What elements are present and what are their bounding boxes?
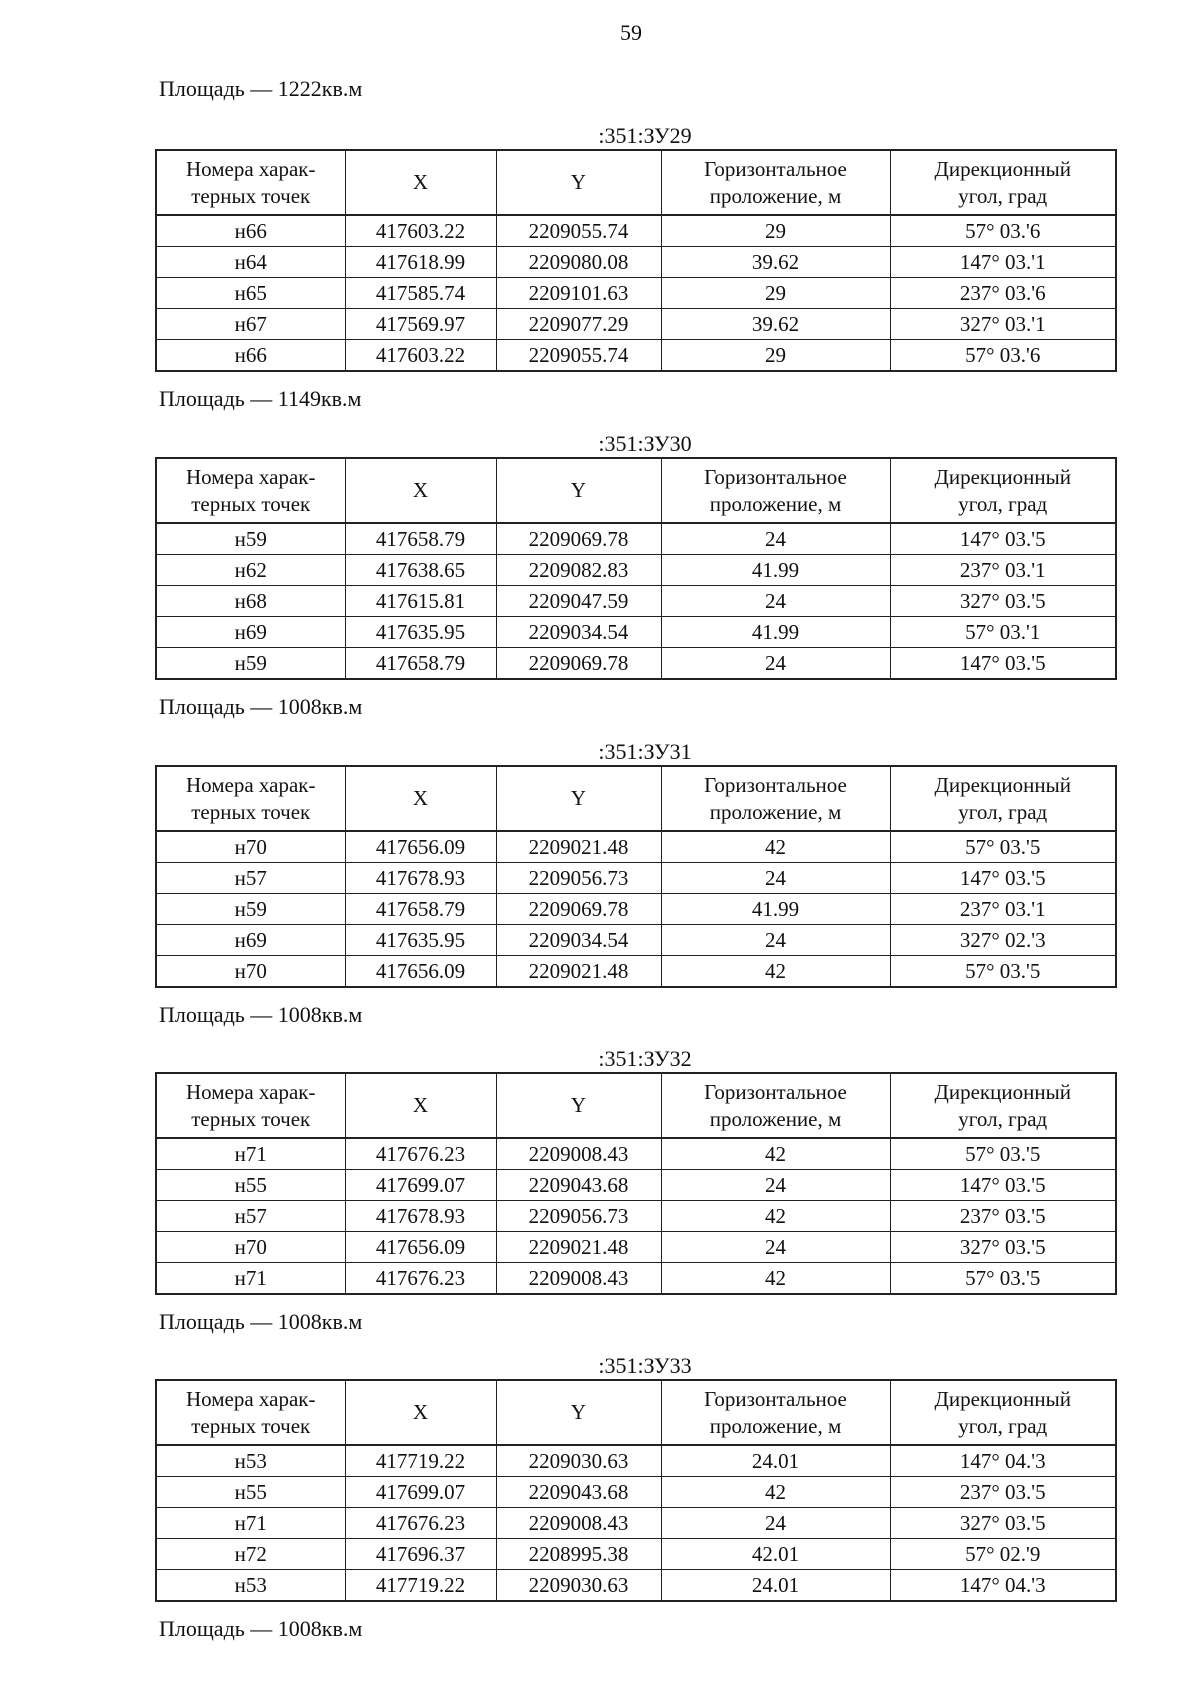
table-cell: 42 [661, 1263, 890, 1295]
table-row [156, 925, 1116, 956]
table-cell: 327° 03.'1 [890, 309, 1116, 340]
column-header: Y [496, 1073, 661, 1138]
column-header: Номера харак- терных точек [156, 1073, 345, 1138]
table-cell: 2209034.54 [496, 925, 661, 956]
table-cell: 417719.22 [345, 1570, 496, 1602]
column-header: Y [496, 1380, 661, 1445]
table-cell: 57° 02.'9 [890, 1539, 1116, 1570]
table-header-row [156, 766, 1116, 831]
table-cell: 57° 03.'6 [890, 215, 1116, 247]
table-cell: 42 [661, 956, 890, 988]
table-cell: 237° 03.'5 [890, 1201, 1116, 1232]
coordinates-table [155, 457, 1117, 680]
coordinates-table [155, 1379, 1117, 1602]
table-cell: 417618.99 [345, 247, 496, 278]
table-cell: 24 [661, 648, 890, 680]
table-row [156, 215, 1116, 247]
table-cell: н67 [156, 309, 345, 340]
table-header-row [156, 1073, 1116, 1138]
table-cell: 39.62 [661, 309, 890, 340]
table-cell: н71 [156, 1138, 345, 1170]
table-cell: 237° 03.'5 [890, 1477, 1116, 1508]
table-cell: н69 [156, 925, 345, 956]
table-row [156, 523, 1116, 555]
table-cell: 2209008.43 [496, 1263, 661, 1295]
table-row [156, 617, 1116, 648]
table-cell: 417699.07 [345, 1170, 496, 1201]
table-cell: н72 [156, 1539, 345, 1570]
table-cell: 417656.09 [345, 956, 496, 988]
table-row [156, 278, 1116, 309]
section-title: :351:ЗУ33 [598, 1353, 692, 1378]
table-row [156, 1508, 1116, 1539]
table-row [156, 1477, 1116, 1508]
table-cell: 417719.22 [345, 1445, 496, 1477]
table-cell: 2209056.73 [496, 1201, 661, 1232]
table-cell: н59 [156, 523, 345, 555]
table-cell: н57 [156, 1201, 345, 1232]
table-cell: 417676.23 [345, 1138, 496, 1170]
coordinates-table [155, 765, 1117, 988]
column-header: Горизонтальное проложение, м [661, 1380, 890, 1445]
column-header: Y [496, 150, 661, 215]
table-cell: 2209021.48 [496, 1232, 661, 1263]
table-cell: 57° 03.'6 [890, 340, 1116, 372]
table-cell: 417676.23 [345, 1508, 496, 1539]
table-cell: 2209101.63 [496, 278, 661, 309]
table-row [156, 309, 1116, 340]
table-cell: 417699.07 [345, 1477, 496, 1508]
column-header: Y [496, 766, 661, 831]
table-row [156, 247, 1116, 278]
table-cell: 24 [661, 1508, 890, 1539]
column-header: Y [496, 458, 661, 523]
column-header: Номера харак- терных точек [156, 458, 345, 523]
table-cell: 2209069.78 [496, 648, 661, 680]
column-header: Дирекционный угол, град [890, 458, 1116, 523]
table-cell: н53 [156, 1570, 345, 1602]
section-title: :351:ЗУ29 [598, 123, 692, 148]
table-cell: 39.62 [661, 247, 890, 278]
table-row [156, 1263, 1116, 1295]
table-cell: 417635.95 [345, 617, 496, 648]
table-cell: 327° 03.'5 [890, 586, 1116, 617]
section-title: :351:ЗУ30 [598, 431, 692, 456]
section-5 [155, 1353, 1115, 1602]
table-cell: 2209069.78 [496, 523, 661, 555]
section-4 [155, 1046, 1115, 1295]
table-cell: н70 [156, 831, 345, 863]
table-cell: 417656.09 [345, 831, 496, 863]
table-cell: 327° 02.'3 [890, 925, 1116, 956]
table-cell: 41.99 [661, 617, 890, 648]
page-number: 59 [620, 20, 642, 45]
table-cell: 57° 03.'5 [890, 1138, 1116, 1170]
table-cell: 2209030.63 [496, 1445, 661, 1477]
table-cell: 24.01 [661, 1445, 890, 1477]
table-cell: 42 [661, 1201, 890, 1232]
column-header: X [345, 458, 496, 523]
table-cell: 327° 03.'5 [890, 1508, 1116, 1539]
table-cell: 417638.65 [345, 555, 496, 586]
table-row [156, 1232, 1116, 1263]
table-cell: н59 [156, 894, 345, 925]
table-cell: 2209069.78 [496, 894, 661, 925]
table-row [156, 340, 1116, 372]
area-line: Площадь — 1008кв.м [159, 1616, 363, 1641]
table-cell: 24.01 [661, 1570, 890, 1602]
table-cell: 57° 03.'5 [890, 1263, 1116, 1295]
table-cell: 29 [661, 215, 890, 247]
table-cell: 417656.09 [345, 1232, 496, 1263]
table-cell: 147° 04.'3 [890, 1570, 1116, 1602]
table-cell: н53 [156, 1445, 345, 1477]
table-cell: н71 [156, 1263, 345, 1295]
table-cell: 417696.37 [345, 1539, 496, 1570]
column-header: Дирекционный угол, град [890, 150, 1116, 215]
table-cell: 2209030.63 [496, 1570, 661, 1602]
table-cell: 29 [661, 340, 890, 372]
table-cell: 417658.79 [345, 648, 496, 680]
table-row [156, 555, 1116, 586]
table-cell: 2209008.43 [496, 1508, 661, 1539]
table-cell: 417603.22 [345, 215, 496, 247]
section-3 [155, 739, 1115, 988]
column-header: Номера харак- терных точек [156, 150, 345, 215]
table-cell: 2209047.59 [496, 586, 661, 617]
table-cell: 24 [661, 1170, 890, 1201]
area-line: Площадь — 1008кв.м [159, 694, 363, 719]
table-cell: н70 [156, 956, 345, 988]
table-cell: 147° 03.'5 [890, 863, 1116, 894]
table-cell: 417569.97 [345, 309, 496, 340]
table-cell: н66 [156, 340, 345, 372]
table-row [156, 1539, 1116, 1570]
table-row [156, 894, 1116, 925]
table-cell: 147° 03.'1 [890, 247, 1116, 278]
section-2 [155, 431, 1115, 680]
column-header: Номера харак- терных точек [156, 1380, 345, 1445]
table-cell: н62 [156, 555, 345, 586]
table-cell: 57° 03.'5 [890, 956, 1116, 988]
table-cell: 29 [661, 278, 890, 309]
area-line: Площадь — 1149кв.м [159, 386, 362, 411]
table-cell: 57° 03.'1 [890, 617, 1116, 648]
table-cell: 24 [661, 863, 890, 894]
table-cell: 417615.81 [345, 586, 496, 617]
table-cell: 41.99 [661, 894, 890, 925]
area-line-previous: Площадь — 1222кв.м [159, 76, 363, 101]
column-header: X [345, 1380, 496, 1445]
table-cell: 2209080.08 [496, 247, 661, 278]
table-cell: 147° 03.'5 [890, 1170, 1116, 1201]
table-cell: 2209055.74 [496, 340, 661, 372]
column-header: X [345, 766, 496, 831]
table-cell: 41.99 [661, 555, 890, 586]
table-cell: 417678.93 [345, 1201, 496, 1232]
table-cell: 237° 03.'1 [890, 555, 1116, 586]
table-row [156, 1570, 1116, 1602]
table-row [156, 1170, 1116, 1201]
table-cell: н57 [156, 863, 345, 894]
table-cell: н71 [156, 1508, 345, 1539]
coordinates-table [155, 1072, 1117, 1295]
table-cell: н55 [156, 1477, 345, 1508]
table-cell: 2209021.48 [496, 831, 661, 863]
column-header: Горизонтальное проложение, м [661, 766, 890, 831]
table-cell: 2209008.43 [496, 1138, 661, 1170]
table-header-row [156, 150, 1116, 215]
table-cell: 417585.74 [345, 278, 496, 309]
table-cell: 24 [661, 1232, 890, 1263]
column-header: Горизонтальное проложение, м [661, 458, 890, 523]
table-cell: 2209077.29 [496, 309, 661, 340]
table-cell: 417603.22 [345, 340, 496, 372]
table-row [156, 956, 1116, 988]
table-cell: 417678.93 [345, 863, 496, 894]
column-header: X [345, 150, 496, 215]
table-cell: 24 [661, 586, 890, 617]
table-cell: н68 [156, 586, 345, 617]
table-cell: 147° 04.'3 [890, 1445, 1116, 1477]
table-cell: 42 [661, 831, 890, 863]
column-header: Дирекционный угол, град [890, 1073, 1116, 1138]
column-header: Горизонтальное проложение, м [661, 1073, 890, 1138]
table-cell: 417676.23 [345, 1263, 496, 1295]
table-row [156, 863, 1116, 894]
table-row [156, 586, 1116, 617]
table-cell: 2209034.54 [496, 617, 661, 648]
table-cell: 42 [661, 1138, 890, 1170]
table-cell: 237° 03.'6 [890, 278, 1116, 309]
table-cell: н55 [156, 1170, 345, 1201]
table-cell: 2209021.48 [496, 956, 661, 988]
table-cell: 147° 03.'5 [890, 523, 1116, 555]
table-row [156, 648, 1116, 680]
table-cell: н70 [156, 1232, 345, 1263]
table-cell: н59 [156, 648, 345, 680]
column-header: X [345, 1073, 496, 1138]
area-line: Площадь — 1008кв.м [159, 1002, 363, 1027]
table-cell: 2208995.38 [496, 1539, 661, 1570]
table-cell: 237° 03.'1 [890, 894, 1116, 925]
table-row [156, 1445, 1116, 1477]
table-header-row [156, 1380, 1116, 1445]
section-title: :351:ЗУ32 [598, 1046, 692, 1071]
table-cell: 2209043.68 [496, 1477, 661, 1508]
table-row [156, 1138, 1116, 1170]
table-cell: 24 [661, 523, 890, 555]
table-cell: 417635.95 [345, 925, 496, 956]
column-header: Дирекционный угол, град [890, 1380, 1116, 1445]
table-header-row [156, 458, 1116, 523]
table-cell: 42 [661, 1477, 890, 1508]
table-cell: 147° 03.'5 [890, 648, 1116, 680]
table-cell: н65 [156, 278, 345, 309]
section-1 [155, 123, 1115, 372]
column-header: Дирекционный угол, град [890, 766, 1116, 831]
section-title: :351:ЗУ31 [598, 739, 692, 764]
table-cell: 2209056.73 [496, 863, 661, 894]
table-cell: 2209043.68 [496, 1170, 661, 1201]
table-row [156, 1201, 1116, 1232]
coordinates-table [155, 149, 1117, 372]
table-cell: 42.01 [661, 1539, 890, 1570]
table-cell: н69 [156, 617, 345, 648]
area-line: Площадь — 1008кв.м [159, 1309, 363, 1334]
table-cell: 24 [661, 925, 890, 956]
table-cell: 417658.79 [345, 523, 496, 555]
table-cell: 327° 03.'5 [890, 1232, 1116, 1263]
table-row [156, 831, 1116, 863]
column-header: Номера харак- терных точек [156, 766, 345, 831]
table-cell: 2209055.74 [496, 215, 661, 247]
table-cell: н64 [156, 247, 345, 278]
table-cell: 57° 03.'5 [890, 831, 1116, 863]
column-header: Горизонтальное проложение, м [661, 150, 890, 215]
table-cell: 417658.79 [345, 894, 496, 925]
table-cell: н66 [156, 215, 345, 247]
table-cell: 2209082.83 [496, 555, 661, 586]
